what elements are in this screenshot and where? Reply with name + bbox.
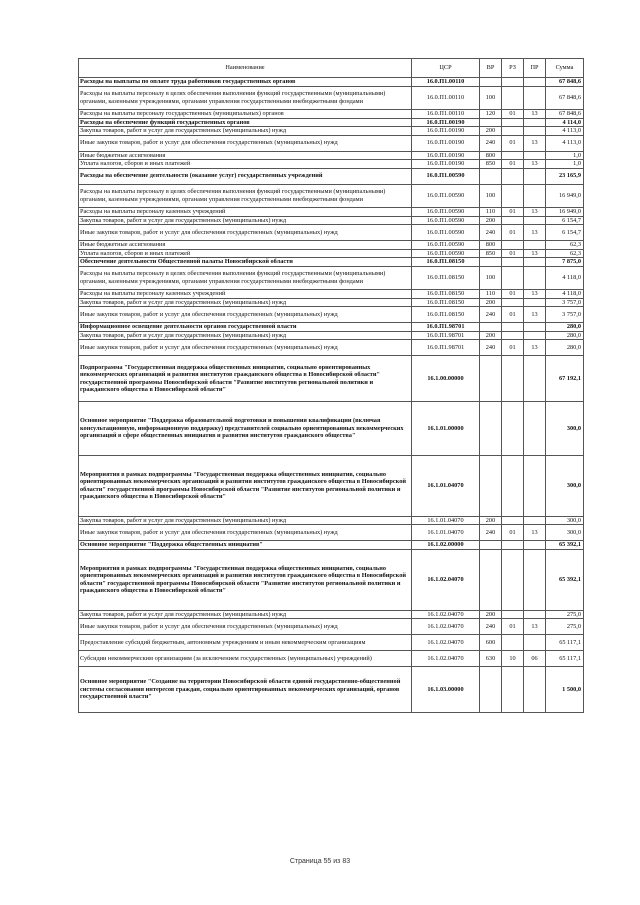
cell-vr: 100 xyxy=(480,86,502,110)
cell-rz xyxy=(502,402,524,456)
table-row xyxy=(79,340,584,356)
cell-pr xyxy=(524,667,546,713)
cell-name: Основное мероприятие "Поддержка образовательной подготовки и повышения квалификации (включая консультационную, информационную поддержку) представителей социально ориентированных некоммерческих организаций в сфере общественных инициатив и развития институтов гражданского общества" xyxy=(79,402,412,456)
cell-csr: 16.0.П1.00190 xyxy=(412,127,480,136)
cell-rz xyxy=(502,549,524,610)
cell-pr: 13 xyxy=(524,225,546,241)
col-header-name: Наименование xyxy=(79,59,412,78)
cell-csr: 16.1.03.00000 xyxy=(412,667,480,713)
cell-vr xyxy=(480,168,502,184)
cell-rz: 01 xyxy=(502,208,524,217)
cell-csr: 16.0.П1.00590 xyxy=(412,184,480,208)
cell-name: Закупка товаров, работ и услуг для государственных (муниципальных) нужд xyxy=(79,331,412,340)
cell-vr: 100 xyxy=(480,266,502,290)
cell-name: Расходы на выплаты персоналу государственных (муниципальных) органов xyxy=(79,110,412,119)
col-header-sum: Сумма xyxy=(546,59,584,78)
cell-vr: 100 xyxy=(480,184,502,208)
cell-rz: 01 xyxy=(502,135,524,151)
cell-rz xyxy=(502,667,524,713)
table-row xyxy=(79,402,584,456)
table-row xyxy=(79,610,584,619)
table-body xyxy=(79,78,584,713)
cell-pr xyxy=(524,516,546,525)
cell-sum: 300,0 xyxy=(546,402,584,456)
table-row xyxy=(79,160,584,169)
table-row xyxy=(79,356,584,402)
cell-sum: 280,0 xyxy=(546,331,584,340)
cell-rz xyxy=(502,184,524,208)
cell-name: Уплата налогов, сборов и иных платежей xyxy=(79,249,412,258)
cell-sum: 4 118,0 xyxy=(546,266,584,290)
cell-vr xyxy=(480,402,502,456)
cell-vr: 240 xyxy=(480,307,502,323)
cell-vr: 200 xyxy=(480,127,502,136)
cell-vr: 240 xyxy=(480,340,502,356)
cell-csr: 16.1.01.04070 xyxy=(412,525,480,541)
cell-vr: 630 xyxy=(480,651,502,667)
cell-csr: 16.0.П1.00590 xyxy=(412,249,480,258)
cell-csr: 16.0.П1.98701 xyxy=(412,323,480,332)
cell-csr: 16.0.П1.00590 xyxy=(412,168,480,184)
cell-sum: 62,3 xyxy=(546,241,584,250)
cell-name: Основное мероприятие "Поддержка общественных инициатив" xyxy=(79,541,412,550)
cell-csr: 16.0.П1.00110 xyxy=(412,78,480,87)
table-row xyxy=(79,298,584,307)
table-row xyxy=(79,208,584,217)
cell-pr xyxy=(524,86,546,110)
cell-name: Иные закупки товаров, работ и услуг для обеспечения государственных (муниципальных) нужд xyxy=(79,225,412,241)
cell-rz xyxy=(502,610,524,619)
cell-vr: 850 xyxy=(480,249,502,258)
cell-pr xyxy=(524,266,546,290)
cell-csr: 16.0.П1.08150 xyxy=(412,290,480,299)
cell-csr: 16.1.01.04070 xyxy=(412,455,480,516)
cell-sum: 280,0 xyxy=(546,340,584,356)
cell-rz xyxy=(502,266,524,290)
cell-pr xyxy=(524,635,546,651)
cell-vr: 110 xyxy=(480,208,502,217)
cell-name: Иные закупки товаров, работ и услуг для обеспечения государственных (муниципальных) нужд xyxy=(79,307,412,323)
cell-pr: 13 xyxy=(524,525,546,541)
cell-vr xyxy=(480,455,502,516)
cell-pr xyxy=(524,151,546,160)
cell-name: Расходы на обеспечение деятельности (оказание услуг) государственных учреждений xyxy=(79,168,412,184)
table-row xyxy=(79,541,584,550)
cell-rz xyxy=(502,455,524,516)
cell-vr xyxy=(480,118,502,127)
cell-rz: 01 xyxy=(502,340,524,356)
cell-vr xyxy=(480,78,502,87)
cell-pr: 13 xyxy=(524,160,546,169)
table-row xyxy=(79,549,584,610)
cell-rz: 01 xyxy=(502,619,524,635)
cell-csr: 16.0.П1.00590 xyxy=(412,216,480,225)
cell-rz xyxy=(502,323,524,332)
table-row xyxy=(79,168,584,184)
table-row xyxy=(79,249,584,258)
cell-csr: 16.0.П1.00190 xyxy=(412,118,480,127)
table-row xyxy=(79,86,584,110)
cell-sum: 4 118,0 xyxy=(546,290,584,299)
cell-rz: 01 xyxy=(502,307,524,323)
cell-name: Субсидии некоммерческим организациям (за исключением государственных (муниципальных) учреждений) xyxy=(79,651,412,667)
cell-pr: 13 xyxy=(524,135,546,151)
cell-csr: 16.0.П1.00110 xyxy=(412,86,480,110)
cell-csr: 16.0.П1.98701 xyxy=(412,331,480,340)
cell-sum: 4 114,0 xyxy=(546,118,584,127)
cell-vr: 200 xyxy=(480,216,502,225)
cell-name: Иные бюджетные ассигнования xyxy=(79,241,412,250)
cell-name: Информационное освещение деятельности органов государственной власти xyxy=(79,323,412,332)
cell-pr: 13 xyxy=(524,208,546,217)
cell-sum: 3 757,0 xyxy=(546,307,584,323)
table-row xyxy=(79,127,584,136)
cell-rz xyxy=(502,241,524,250)
cell-name: Расходы на обеспечение функций государственных органов xyxy=(79,118,412,127)
cell-sum: 4 113,0 xyxy=(546,127,584,136)
cell-csr: 16.1.02.00000 xyxy=(412,541,480,550)
cell-pr xyxy=(524,549,546,610)
table-row xyxy=(79,455,584,516)
cell-sum: 300,0 xyxy=(546,455,584,516)
cell-vr xyxy=(480,258,502,267)
cell-rz xyxy=(502,216,524,225)
cell-sum: 3 757,0 xyxy=(546,298,584,307)
cell-sum: 23 165,9 xyxy=(546,168,584,184)
cell-sum: 16 949,0 xyxy=(546,184,584,208)
cell-vr: 200 xyxy=(480,516,502,525)
table-row xyxy=(79,307,584,323)
cell-pr xyxy=(524,168,546,184)
cell-name: Расходы на выплаты персоналу казенных учреждений xyxy=(79,290,412,299)
cell-name: Уплата налогов, сборов и иных платежей xyxy=(79,160,412,169)
cell-csr: 16.1.02.04070 xyxy=(412,610,480,619)
table-row xyxy=(79,290,584,299)
cell-pr xyxy=(524,216,546,225)
cell-vr: 110 xyxy=(480,290,502,299)
cell-rz xyxy=(502,168,524,184)
cell-name: Расходы на выплаты персоналу в целях обеспечения выполнения функций государственными (муниципальными) органами, казенными учреждениями, органами управления государственными внебюджетными фондами xyxy=(79,266,412,290)
cell-csr: 16.0.П1.08150 xyxy=(412,307,480,323)
table-row xyxy=(79,225,584,241)
table-row xyxy=(79,151,584,160)
cell-vr xyxy=(480,667,502,713)
cell-name: Подпрограмма "Государственная поддержка общественных инициатив, социально ориентированных некоммерческих организаций и развития институтов гражданского общества в Новосибирской области" государственной программы Новосибирской области "Развитие институтов региональной политики и гражданского общества в Новосибирской области" xyxy=(79,356,412,402)
cell-pr xyxy=(524,118,546,127)
cell-rz xyxy=(502,298,524,307)
cell-vr: 800 xyxy=(480,151,502,160)
cell-pr: 13 xyxy=(524,619,546,635)
cell-csr: 16.1.01.04070 xyxy=(412,516,480,525)
table-row xyxy=(79,516,584,525)
cell-name: Иные бюджетные ассигнования xyxy=(79,151,412,160)
cell-pr xyxy=(524,323,546,332)
cell-sum: 67 848,6 xyxy=(546,110,584,119)
cell-vr xyxy=(480,323,502,332)
cell-pr: 13 xyxy=(524,307,546,323)
cell-rz: 01 xyxy=(502,160,524,169)
cell-vr: 800 xyxy=(480,241,502,250)
cell-name: Расходы на выплаты персоналу в целях обеспечения выполнения функций государственными (муниципальными) органами, казенными учреждениями, органами управления государственными внебюджетными фондами xyxy=(79,184,412,208)
cell-csr: 16.1.01.00000 xyxy=(412,402,480,456)
cell-name: Предоставление субсидий бюджетным, автономным учреждениям и иным некоммерческим организациям xyxy=(79,635,412,651)
cell-pr xyxy=(524,356,546,402)
cell-name: Мероприятия в рамках подпрограммы "Государственная поддержка общественных инициатив, социально ориентированных некоммерческих организаций и развития институтов гражданского общества в Новосибирской области" государственной программы Новосибирской области "Развитие институтов региональной политики и гражданского общества в Новосибирской области" xyxy=(79,455,412,516)
cell-name: Закупка товаров, работ и услуг для государственных (муниципальных) нужд xyxy=(79,610,412,619)
cell-sum: 7 875,0 xyxy=(546,258,584,267)
cell-csr: 16.1.02.04070 xyxy=(412,619,480,635)
col-header-vr: ВР xyxy=(480,59,502,78)
table-row xyxy=(79,184,584,208)
cell-vr: 200 xyxy=(480,331,502,340)
cell-vr: 240 xyxy=(480,135,502,151)
cell-csr: 16.0.П1.00110 xyxy=(412,110,480,119)
cell-vr: 200 xyxy=(480,610,502,619)
cell-pr xyxy=(524,127,546,136)
cell-sum: 300,0 xyxy=(546,516,584,525)
budget-table-sheet xyxy=(78,58,583,713)
cell-pr: 13 xyxy=(524,110,546,119)
cell-sum: 6 154,7 xyxy=(546,216,584,225)
cell-rz: 01 xyxy=(502,110,524,119)
cell-name: Расходы на выплаты по оплате труда работников государственных органов xyxy=(79,78,412,87)
cell-rz xyxy=(502,86,524,110)
cell-sum: 6 154,7 xyxy=(546,225,584,241)
cell-name: Основное мероприятие "Создание на территории Новосибирской области единой государственно-общественной системы согласования интересов граждан, социально ориентированных некоммерческих организаций, органов государственной власти" xyxy=(79,667,412,713)
cell-name: Закупка товаров, работ и услуг для государственных (муниципальных) нужд xyxy=(79,298,412,307)
cell-rz xyxy=(502,118,524,127)
cell-vr: 120 xyxy=(480,110,502,119)
cell-vr: 240 xyxy=(480,619,502,635)
table-row xyxy=(79,266,584,290)
table-row xyxy=(79,667,584,713)
cell-sum: 1 500,0 xyxy=(546,667,584,713)
cell-sum: 67 848,6 xyxy=(546,86,584,110)
cell-sum: 275,0 xyxy=(546,619,584,635)
cell-sum: 300,0 xyxy=(546,525,584,541)
cell-vr: 600 xyxy=(480,635,502,651)
table-row xyxy=(79,635,584,651)
cell-pr xyxy=(524,184,546,208)
cell-pr: 13 xyxy=(524,340,546,356)
cell-rz xyxy=(502,331,524,340)
cell-csr: 16.0.П1.08150 xyxy=(412,298,480,307)
cell-csr: 16.0.П1.08150 xyxy=(412,258,480,267)
cell-sum: 67 848,6 xyxy=(546,78,584,87)
cell-sum: 65 392,1 xyxy=(546,549,584,610)
cell-sum: 280,0 xyxy=(546,323,584,332)
cell-rz xyxy=(502,541,524,550)
cell-sum: 65 117,1 xyxy=(546,651,584,667)
table-row xyxy=(79,323,584,332)
cell-vr xyxy=(480,356,502,402)
cell-vr: 850 xyxy=(480,160,502,169)
table-row xyxy=(79,78,584,87)
cell-rz: 10 xyxy=(502,651,524,667)
cell-rz: 01 xyxy=(502,225,524,241)
cell-csr: 16.0.П1.00590 xyxy=(412,208,480,217)
cell-sum: 62,3 xyxy=(546,249,584,258)
col-header-rz: РЗ xyxy=(502,59,524,78)
cell-csr: 16.0.П1.00590 xyxy=(412,225,480,241)
cell-pr xyxy=(524,541,546,550)
cell-name: Мероприятия в рамках подпрограммы "Государственная поддержка общественных инициатив, социально ориентированных некоммерческих организаций и развития институтов гражданского общества в Новосибирской области" государственной программы Новосибирской области "Развитие институтов региональной политики и гражданского общества в Новосибирской области" xyxy=(79,549,412,610)
cell-rz: 01 xyxy=(502,249,524,258)
col-header-csr: ЦСР xyxy=(412,59,480,78)
cell-name: Закупка товаров, работ и услуг для государственных (муниципальных) нужд xyxy=(79,216,412,225)
cell-sum: 67 192,1 xyxy=(546,356,584,402)
cell-vr: 200 xyxy=(480,298,502,307)
cell-pr xyxy=(524,455,546,516)
table-row xyxy=(79,241,584,250)
cell-csr: 16.1.02.04070 xyxy=(412,635,480,651)
cell-vr: 240 xyxy=(480,525,502,541)
cell-pr xyxy=(524,610,546,619)
cell-rz xyxy=(502,127,524,136)
cell-sum: 16 949,0 xyxy=(546,208,584,217)
cell-rz: 01 xyxy=(502,525,524,541)
cell-csr: 16.0.П1.00190 xyxy=(412,160,480,169)
table-row xyxy=(79,110,584,119)
cell-sum: 65 117,1 xyxy=(546,635,584,651)
cell-name: Иные закупки товаров, работ и услуг для обеспечения государственных (муниципальных) нужд xyxy=(79,619,412,635)
cell-csr: 16.0.П1.98701 xyxy=(412,340,480,356)
table-row xyxy=(79,651,584,667)
cell-sum: 4 113,0 xyxy=(546,135,584,151)
cell-sum: 275,0 xyxy=(546,610,584,619)
cell-rz xyxy=(502,516,524,525)
cell-pr xyxy=(524,331,546,340)
cell-pr: 13 xyxy=(524,290,546,299)
cell-csr: 16.1.02.04070 xyxy=(412,549,480,610)
cell-csr: 16.0.П1.08150 xyxy=(412,266,480,290)
table-row xyxy=(79,216,584,225)
cell-pr xyxy=(524,78,546,87)
cell-sum: 65 392,1 xyxy=(546,541,584,550)
cell-pr xyxy=(524,298,546,307)
page-number: Страница 55 из 83 xyxy=(289,858,351,865)
cell-sum: 1,0 xyxy=(546,151,584,160)
cell-vr xyxy=(480,549,502,610)
cell-name: Закупка товаров, работ и услуг для государственных (муниципальных) нужд xyxy=(79,516,412,525)
cell-csr: 16.1.00.00000 xyxy=(412,356,480,402)
cell-name: Иные закупки товаров, работ и услуг для обеспечения государственных (муниципальных) нужд xyxy=(79,525,412,541)
table-row xyxy=(79,258,584,267)
table-row xyxy=(79,118,584,127)
cell-csr: 16.0.П1.00190 xyxy=(412,135,480,151)
cell-rz xyxy=(502,635,524,651)
col-header-pr: ПР xyxy=(524,59,546,78)
table-header-row xyxy=(79,59,584,78)
cell-name: Обеспечение деятельности Общественной палаты Новосибирской области xyxy=(79,258,412,267)
table-row xyxy=(79,135,584,151)
cell-pr: 06 xyxy=(524,651,546,667)
cell-rz xyxy=(502,258,524,267)
cell-csr: 16.0.П1.00190 xyxy=(412,151,480,160)
cell-sum: 1,0 xyxy=(546,160,584,169)
cell-name: Закупка товаров, работ и услуг для государственных (муниципальных) нужд xyxy=(79,127,412,136)
cell-rz xyxy=(502,151,524,160)
cell-pr xyxy=(524,402,546,456)
cell-rz xyxy=(502,78,524,87)
cell-pr: 13 xyxy=(524,249,546,258)
cell-csr: 16.1.02.04070 xyxy=(412,651,480,667)
cell-name: Иные закупки товаров, работ и услуг для обеспечения государственных (муниципальных) нужд xyxy=(79,135,412,151)
cell-pr xyxy=(524,258,546,267)
table-row xyxy=(79,331,584,340)
table-row xyxy=(79,525,584,541)
cell-name: Иные закупки товаров, работ и услуг для обеспечения государственных (муниципальных) нужд xyxy=(79,340,412,356)
cell-rz xyxy=(502,356,524,402)
cell-vr: 240 xyxy=(480,225,502,241)
cell-rz: 01 xyxy=(502,290,524,299)
budget-table xyxy=(78,58,584,713)
table-row xyxy=(79,619,584,635)
cell-name: Расходы на выплаты персоналу казенных учреждений xyxy=(79,208,412,217)
cell-vr xyxy=(480,541,502,550)
cell-csr: 16.0.П1.00590 xyxy=(412,241,480,250)
cell-name: Расходы на выплаты персоналу в целях обеспечения выполнения функций государственными (муниципальными) органами, казенными учреждениями, органами управления государственными внебюджетными фондами xyxy=(79,86,412,110)
cell-pr xyxy=(524,241,546,250)
